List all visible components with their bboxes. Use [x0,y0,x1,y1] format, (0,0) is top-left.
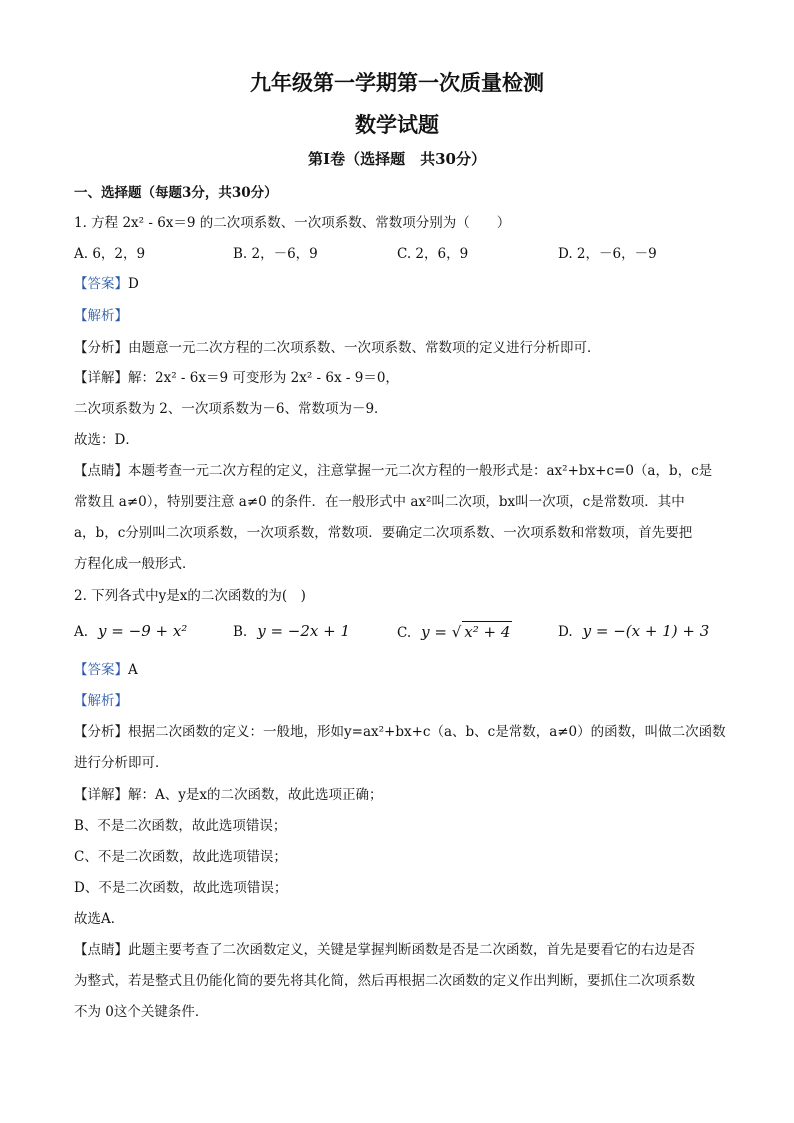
q1-dianjing [74,461,724,481]
answer-value: D [128,276,139,292]
q1-analysis-tag: 【解析】 [74,308,128,324]
q2-fenxi [74,722,724,742]
fenxi-tag: 【分析】 [74,724,128,740]
answer-tag: 【答案】 [74,276,128,292]
q2-dianjing-line2: 为整式，若是整式且仍能化简的要先将其化简，然后再根据二次函数的定义作出判断，要抓住二次项系数 [74,973,695,989]
q2-dianjing-line3: 不为 0这个关键条件． [74,1004,209,1020]
fenxi-text: 由题意一元二次方程的二次项系数、一次项系数、常数项的定义进行分析即可． [128,340,601,356]
q2-stem: 2. 下列各式中y是x的二次函数的为( ) [74,588,306,604]
q1-option-c: C. 2，6，9 [397,246,469,262]
q2-xiangjie-line5: 故选A． [74,911,125,927]
xiangjie-tag: 【详解】 [74,787,128,803]
q2-option-d [558,621,709,642]
q1-option-d: D. 2，－6，－9 [558,246,657,262]
q2-option-b [233,621,350,642]
q2-xiangjie-line4: D、不是二次函数，故此选项错误； [74,880,288,896]
option-label: C. [397,625,412,641]
dianjing-tag: 【点睛】 [74,942,128,958]
sqrt-radicand: x² + 4 [464,623,511,641]
q1-dianjing-line3: a，b，c分别叫二次项系数，一次项系数，常数项．要确定二次项系数、一次项系数和常数项，首先要把 [74,525,693,541]
fenxi-text: 根据二次函数的定义：一般地，形如y=ax²+bx+c（a、b、c是常数，a≠0）的函数，叫做二次函数 [128,724,726,740]
exam-volume: 第Ⅰ卷（选择题 共30分） [308,150,486,168]
q2-answer [74,660,724,680]
option-expression-prefix: y = [421,623,452,641]
q1-option-a: A. 6，2，9 [74,246,146,262]
option-expression: y = −(x + 1) + 3 [582,622,710,640]
answer-tag: 【答案】 [74,662,128,678]
q2-xiangjie-line2: B、不是二次函数，故此选项错误； [74,818,287,834]
q2-option-a [74,621,187,642]
sqrt-sign: √ [451,623,462,641]
q2-option-c [397,621,512,643]
q1-xiangjie [74,368,724,388]
q2-fenxi-line2: 进行分析即可． [74,755,169,771]
option-label: B. [233,624,248,640]
q1-dianjing-line4: 方程化成一般形式． [74,556,196,572]
q2-xiangjie [74,785,724,805]
q1-xiangjie-line2: 二次项系数为 2、一次项系数为－6、常数项为－9． [74,401,388,417]
q1-option-b: B. 2，－6，9 [233,246,318,262]
xiangjie-text: 解：2x² - 6x＝9 可变形为 2x² - 6x - 9＝0， [128,370,399,386]
q2-xiangjie-line3: C、不是二次函数，故此选项错误； [74,849,287,865]
exam-title: 九年级第一学期第一次质量检测 [250,70,544,95]
dianjing-text: 此题主要考查了二次函数定义，关键是掌握判断函数是否是二次函数，首先是要看它的右边是否 [128,942,695,958]
dianjing-text: 本题考查一元二次方程的定义，注意掌握一元二次方程的一般形式是：ax²+bx+c=0（a，b，c是 [128,463,713,479]
q1-answer [74,274,724,294]
q1-xiangjie-line3: 故选：D． [74,432,139,448]
option-label: D. [558,624,573,640]
answer-value: A [128,662,138,678]
dianjing-tag: 【点睛】 [74,463,128,479]
q2-dianjing [74,940,724,960]
q1-stem: 1. 方程 2x² - 6x＝9 的二次项系数、一次项系数、常数项分别为（ ） [74,215,511,231]
section-heading: 一、选择题（每题3分，共30分） [74,185,278,201]
option-expression: y = −2x + 1 [257,622,351,640]
xiangjie-tag: 【详解】 [74,370,128,386]
xiangjie-text: 解：A、y是x的二次函数，故此选项正确； [128,787,383,803]
option-label: A. [74,624,89,640]
q2-analysis-tag: 【解析】 [74,693,128,709]
option-expression: y = −9 + x² [98,622,188,640]
fenxi-tag: 【分析】 [74,340,128,356]
exam-subject: 数学试题 [355,112,439,137]
q1-fenxi [74,338,724,358]
q1-dianjing-line2: 常数且 a≠0），特别要注意 a≠0 的条件．在一般形式中 ax²叫二次项，bx叫一次项，c是常数项．其中 [74,494,685,510]
